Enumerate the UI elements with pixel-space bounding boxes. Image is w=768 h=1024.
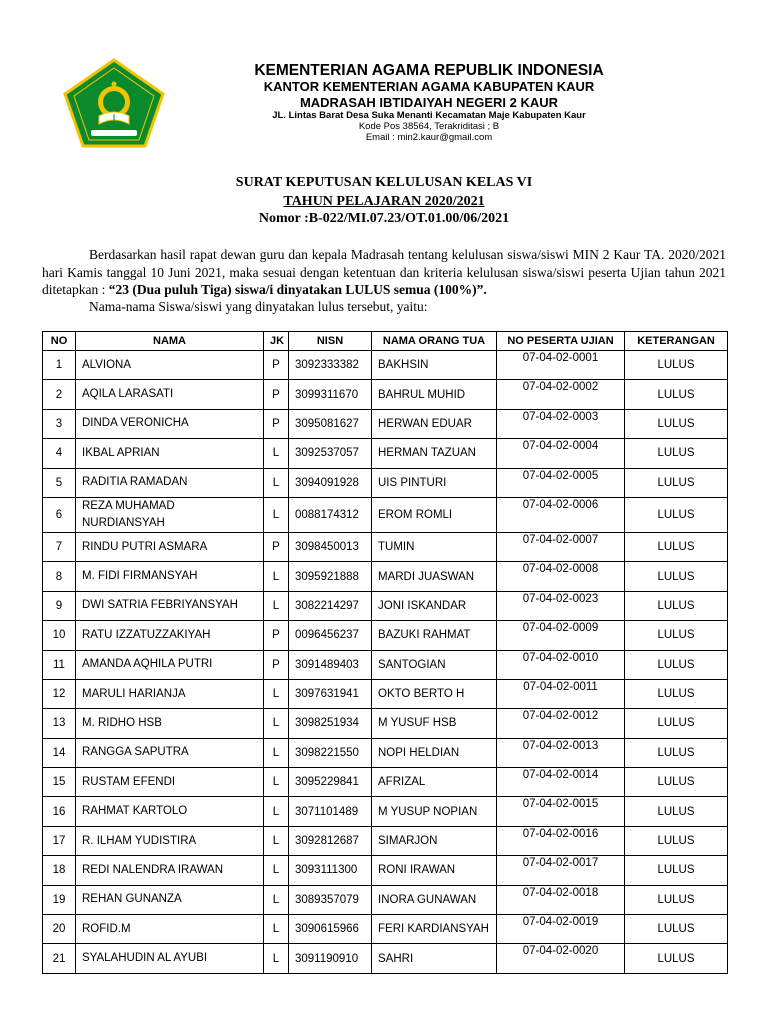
cell-jk: P: [264, 409, 289, 438]
cell-nama: RUSTAM EFENDI: [76, 768, 264, 797]
school-title: MADRASAH IBTIDAIYAH NEGERI 2 KAUR: [299, 95, 559, 110]
cell-jk: L: [264, 915, 289, 944]
graduates-table: [42, 331, 728, 974]
cell-keterangan: LULUS: [625, 439, 728, 468]
cell-orang-tua: SAHRI: [372, 944, 497, 973]
paragraph-text: Berdasarkan hasil rapat dewan guru dan kepala Madrasah tentang kelulusan siswa/siswi MIN 2 Kaur TA. 2020/2021 hari Kamis tanggal 10 Juni 2021, maka sesuai dengan ketentuan dan kriteria kelulusan siswa/siswi peserta Ujian tahun 2021 ditetapkan :: [42, 247, 726, 297]
cell-no-peserta: 07-04-02-0005: [497, 468, 625, 497]
cell-no-peserta: 07-04-02-0001: [497, 351, 625, 380]
table-header-row: [43, 332, 728, 351]
cell-nama: IKBAL APRIAN: [76, 439, 264, 468]
cell-no: 7: [43, 532, 76, 561]
table-row: [43, 532, 728, 561]
cell-no-peserta: 07-04-02-0016: [497, 826, 625, 855]
cell-orang-tua: M YUSUP NOPIAN: [372, 797, 497, 826]
cell-no-peserta: 07-04-02-0015: [497, 797, 625, 826]
table-row: [43, 650, 728, 679]
table-row: [43, 826, 728, 855]
cell-orang-tua: UIS PINTURI: [372, 468, 497, 497]
cell-orang-tua: AFRIZAL: [372, 768, 497, 797]
cell-no-peserta: 07-04-02-0008: [497, 562, 625, 591]
academic-year: TAHUN PELAJARAN 2020/2021: [283, 194, 485, 209]
cell-no: 16: [43, 797, 76, 826]
table-row: [43, 797, 728, 826]
cell-no-peserta: 07-04-02-0003: [497, 409, 625, 438]
cell-keterangan: LULUS: [625, 768, 728, 797]
cell-orang-tua: SANTOGIAN: [372, 650, 497, 679]
cell-keterangan: LULUS: [625, 621, 728, 650]
cell-no: 19: [43, 885, 76, 914]
cell-jk: L: [264, 738, 289, 767]
table-row: [43, 738, 728, 767]
table-row: [43, 885, 728, 914]
cell-jk: L: [264, 591, 289, 620]
cell-no: 21: [43, 944, 76, 973]
cell-orang-tua: NOPI HELDIAN: [372, 738, 497, 767]
cell-keterangan: LULUS: [625, 591, 728, 620]
cell-nama: REHAN GUNANZA: [76, 885, 264, 914]
cell-jk: L: [264, 826, 289, 855]
cell-nama: MARULI HARIANJA: [76, 679, 264, 708]
cell-keterangan: LULUS: [625, 738, 728, 767]
cell-orang-tua: RONI IRAWAN: [372, 856, 497, 885]
cell-nama: M. FIDI FIRMANSYAH: [76, 562, 264, 591]
cell-no: 10: [43, 621, 76, 650]
cell-no-peserta: 07-04-02-0013: [497, 738, 625, 767]
cell-orang-tua: TUMIN: [372, 532, 497, 561]
cell-no-peserta: 07-04-02-0004: [497, 439, 625, 468]
table-body: [43, 351, 728, 974]
cell-orang-tua: EROM ROMLI: [372, 497, 497, 532]
school-address: JL. Lintas Barat Desa Suka Menanti Kecamatan Maje Kabupaten Kaur: [272, 110, 586, 121]
cell-nisn: 3092537057: [289, 439, 372, 468]
cell-no-peserta: 07-04-02-0009: [497, 621, 625, 650]
table-row: [43, 439, 728, 468]
cell-jk: P: [264, 532, 289, 561]
table-row: [43, 591, 728, 620]
cell-nama: ALVIONA: [76, 351, 264, 380]
cell-nama: DINDA VERONICHA: [76, 409, 264, 438]
cell-no: 4: [43, 439, 76, 468]
cell-keterangan: LULUS: [625, 797, 728, 826]
cell-nisn: 3095921888: [289, 562, 372, 591]
cell-no-peserta: 07-04-02-0012: [497, 709, 625, 738]
cell-no-peserta: 07-04-02-0017: [497, 856, 625, 885]
cell-nisn: 0096456237: [289, 621, 372, 650]
cell-nama: RINDU PUTRI ASMARA: [76, 532, 264, 561]
cell-nama: M. RIDHO HSB: [76, 709, 264, 738]
cell-orang-tua: BAHRUL MUHID: [372, 380, 497, 409]
cell-nama: RANGGA SAPUTRA: [76, 738, 264, 767]
postal-code: Kode Pos 38564, Terakriditasi ; B: [358, 121, 500, 132]
cell-no: 15: [43, 768, 76, 797]
cell-no: 11: [43, 650, 76, 679]
office-title: KANTOR KEMENTERIAN AGAMA KABUPATEN KAUR: [263, 79, 595, 94]
cell-keterangan: LULUS: [625, 709, 728, 738]
cell-jk: L: [264, 856, 289, 885]
cell-orang-tua: MARDI JUASWAN: [372, 562, 497, 591]
cell-no: 9: [43, 591, 76, 620]
cell-no: 18: [43, 856, 76, 885]
cell-jk: L: [264, 468, 289, 497]
graduation-statement: “23 (Dua puluh Tiga) siswa/i dinyatakan LULUS semua (100%)”.: [108, 282, 487, 297]
cell-nisn: 3097631941: [289, 679, 372, 708]
cell-orang-tua: OKTO BERTO H: [372, 679, 497, 708]
cell-no-peserta: 07-04-02-0020: [497, 944, 625, 973]
table-row: [43, 351, 728, 380]
cell-nama: RADITIA RAMADAN: [76, 468, 264, 497]
cell-orang-tua: FERI KARDIANSYAH: [372, 915, 497, 944]
cell-keterangan: LULUS: [625, 532, 728, 561]
cell-keterangan: LULUS: [625, 915, 728, 944]
institution-title: KEMENTERIAN AGAMA REPUBLIK INDONESIA: [254, 62, 604, 79]
cell-nisn: 3095229841: [289, 768, 372, 797]
cell-nisn: 3098450013: [289, 532, 372, 561]
decree-paragraph: [42, 246, 726, 299]
cell-jk: L: [264, 709, 289, 738]
document-number: Nomor :B-022/MI.07.23/OT.01.00/06/2021: [258, 211, 510, 226]
cell-orang-tua: BAKHSIN: [372, 351, 497, 380]
cell-no-peserta: 07-04-02-0007: [497, 532, 625, 561]
cell-no-peserta: 07-04-02-0019: [497, 915, 625, 944]
cell-nama: REDI NALENDRA IRAWAN: [76, 856, 264, 885]
cell-no: 8: [43, 562, 76, 591]
cell-nisn: 3095081627: [289, 409, 372, 438]
cell-nisn: 3091489403: [289, 650, 372, 679]
cell-nama: ROFID.M: [76, 915, 264, 944]
table-row: [43, 709, 728, 738]
table-row: [43, 562, 728, 591]
table-row: [43, 409, 728, 438]
cell-keterangan: LULUS: [625, 826, 728, 855]
cell-no-peserta: 07-04-02-0018: [497, 885, 625, 914]
cell-keterangan: LULUS: [625, 468, 728, 497]
cell-keterangan: LULUS: [625, 679, 728, 708]
cell-nisn: 3089357079: [289, 885, 372, 914]
cell-nama: RAHMAT KARTOLO: [76, 797, 264, 826]
cell-jk: L: [264, 562, 289, 591]
cell-nisn: 3092812687: [289, 826, 372, 855]
table-row: [43, 679, 728, 708]
cell-orang-tua: INORA GUNAWAN: [372, 885, 497, 914]
cell-no: 5: [43, 468, 76, 497]
table-row: [43, 380, 728, 409]
table-row: [43, 944, 728, 973]
cell-nisn: 3098251934: [289, 709, 372, 738]
cell-nama: AQILA LARASATI: [76, 380, 264, 409]
cell-no: 12: [43, 679, 76, 708]
cell-nisn: 3082214297: [289, 591, 372, 620]
cell-no-peserta: 07-04-02-0010: [497, 650, 625, 679]
cell-jk: L: [264, 439, 289, 468]
cell-nisn: 3098221550: [289, 738, 372, 767]
table-row: [43, 915, 728, 944]
cell-nisn: 3090615966: [289, 915, 372, 944]
cell-nisn: 3093111300: [289, 856, 372, 885]
cell-orang-tua: SIMARJON: [372, 826, 497, 855]
table-row: [43, 497, 728, 532]
cell-no-peserta: 07-04-02-0023: [497, 591, 625, 620]
cell-nama: RATU IZZATUZZAKIYAH: [76, 621, 264, 650]
cell-no: 13: [43, 709, 76, 738]
cell-nama: AMANDA AQHILA PUTRI: [76, 650, 264, 679]
table-row: [43, 621, 728, 650]
header-no-peserta: NO PESERTA UJIAN: [497, 332, 625, 351]
cell-keterangan: LULUS: [625, 856, 728, 885]
cell-nama: SYALAHUDIN AL AYUBI: [76, 944, 264, 973]
cell-jk: P: [264, 650, 289, 679]
table-row: [43, 768, 728, 797]
decree-title: SURAT KEPUTUSAN KELULUSAN KELAS VI: [235, 175, 533, 190]
cell-no-peserta: 07-04-02-0014: [497, 768, 625, 797]
cell-jk: P: [264, 380, 289, 409]
cell-jk: L: [264, 797, 289, 826]
cell-orang-tua: BAZUKI RAHMAT: [372, 621, 497, 650]
cell-jk: P: [264, 621, 289, 650]
cell-jk: L: [264, 885, 289, 914]
cell-keterangan: LULUS: [625, 351, 728, 380]
cell-keterangan: LULUS: [625, 944, 728, 973]
header-nisn: NISN: [289, 332, 372, 351]
cell-nama: REZA MUHAMAD NURDIANSYAH: [76, 497, 264, 532]
cell-nisn: 0088174312: [289, 497, 372, 532]
cell-jk: L: [264, 768, 289, 797]
cell-nisn: 3094091928: [289, 468, 372, 497]
cell-nisn: 3091190910: [289, 944, 372, 973]
cell-nama: R. ILHAM YUDISTIRA: [76, 826, 264, 855]
cell-jk: L: [264, 679, 289, 708]
cell-jk: L: [264, 497, 289, 532]
header-orang-tua: NAMA ORANG TUA: [372, 332, 497, 351]
cell-no-peserta: 07-04-02-0006: [497, 497, 625, 532]
cell-no: 3: [43, 409, 76, 438]
cell-nisn: 3099311670: [289, 380, 372, 409]
cell-orang-tua: HERWAN EDUAR: [372, 409, 497, 438]
header-nama: NAMA: [76, 332, 264, 351]
cell-no: 14: [43, 738, 76, 767]
cell-no: 1: [43, 351, 76, 380]
cell-no: 6: [43, 497, 76, 532]
cell-no: 20: [43, 915, 76, 944]
cell-keterangan: LULUS: [625, 409, 728, 438]
cell-nisn: 3071101489: [289, 797, 372, 826]
header-jk: JK: [264, 332, 289, 351]
table-row: [43, 468, 728, 497]
cell-no: 2: [43, 380, 76, 409]
cell-no: 17: [43, 826, 76, 855]
cell-no-peserta: 07-04-02-0002: [497, 380, 625, 409]
cell-keterangan: LULUS: [625, 380, 728, 409]
school-email: Email : min2.kaur@gmail.com: [365, 132, 493, 143]
table-row: [43, 856, 728, 885]
cell-orang-tua: M YUSUF HSB: [372, 709, 497, 738]
kemenag-logo-icon: [63, 58, 165, 148]
list-intro: Nama-nama Siswa/siswi yang dinyatakan lulus tersebut, yaitu:: [89, 299, 428, 314]
cell-jk: L: [264, 944, 289, 973]
cell-orang-tua: JONI ISKANDAR: [372, 591, 497, 620]
header-keterangan: KETERANGAN: [625, 332, 728, 351]
cell-nisn: 3092333382: [289, 351, 372, 380]
cell-no-peserta: 07-04-02-0011: [497, 679, 625, 708]
cell-keterangan: LULUS: [625, 497, 728, 532]
cell-keterangan: LULUS: [625, 650, 728, 679]
cell-jk: P: [264, 351, 289, 380]
cell-orang-tua: HERMAN TAZUAN: [372, 439, 497, 468]
header-no: NO: [43, 332, 76, 351]
cell-keterangan: LULUS: [625, 562, 728, 591]
cell-nama: DWI SATRIA FEBRIYANSYAH: [76, 591, 264, 620]
cell-keterangan: LULUS: [625, 885, 728, 914]
